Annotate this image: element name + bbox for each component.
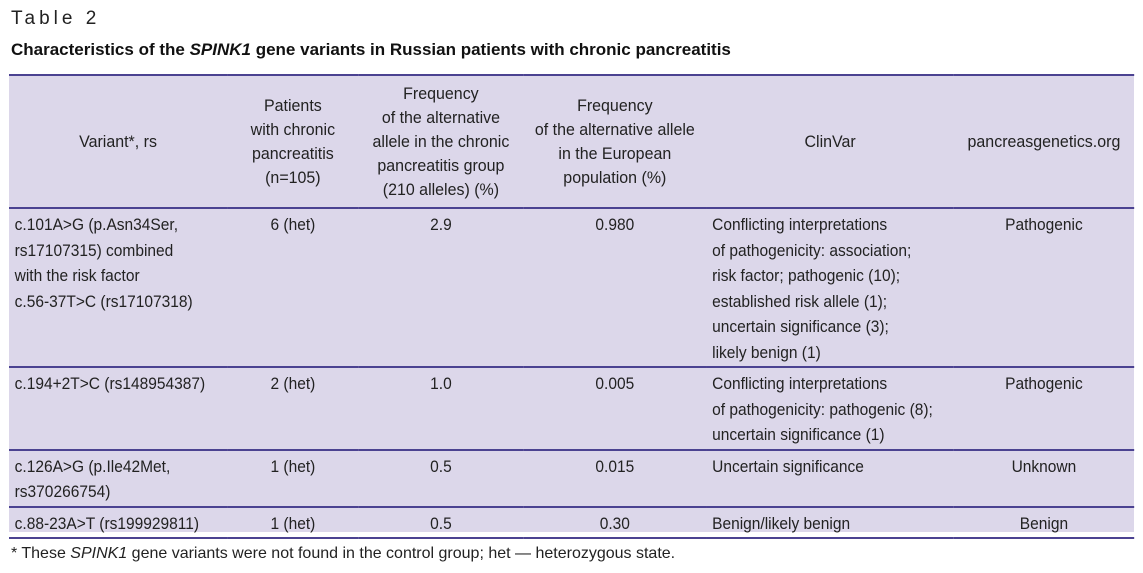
table-row <box>9 208 1134 367</box>
table-title <box>11 40 731 60</box>
header-freq-european <box>523 75 706 208</box>
header-line: (210 alleles) (%) <box>382 179 500 199</box>
table-label: Table 2 <box>11 8 101 29</box>
cell-line: c.101A>G (p.Asn34Ser, <box>14 216 179 234</box>
footnote-gene: SPINK1 <box>70 545 128 562</box>
cell-line: c.88-23A>T (rs199929811) <box>14 514 200 533</box>
header-pancreasgenetics <box>954 75 1134 208</box>
cell-line: rs370266754) <box>14 483 111 501</box>
header-variant <box>9 75 227 208</box>
footnote-prefix: * These <box>11 545 71 562</box>
cell-line: c.194+2T>C (rs148954387) <box>14 375 206 393</box>
cell-line: uncertain significance (3); <box>712 318 889 336</box>
cell-patients: 1 (het) <box>227 450 359 507</box>
cell-variant <box>9 507 227 539</box>
header-line: with chronic <box>250 119 336 139</box>
header-line: allele in the chronic <box>372 131 510 151</box>
table-header-row <box>9 75 1134 208</box>
header-line: of the alternative allele <box>534 119 695 139</box>
cell-freq-european: 0.015 <box>523 450 706 507</box>
header-line: Frequency <box>577 95 653 115</box>
cell-variant <box>9 450 227 507</box>
table-body <box>9 208 1134 538</box>
table-row <box>9 507 1134 539</box>
cell-variant <box>9 208 227 367</box>
cell-line: likely benign (1) <box>712 343 821 362</box>
cell-line: c.126A>G (p.Ile42Met, <box>14 457 171 476</box>
cell-pancreasgenetics: Unknown <box>954 450 1134 507</box>
cell-variant <box>9 367 227 450</box>
cell-pancreasgenetics: Pathogenic <box>954 208 1134 367</box>
cell-line: Conflicting interpretations <box>712 375 888 393</box>
cell-pancreasgenetics: Pathogenic <box>954 367 1134 450</box>
table-row <box>9 450 1134 507</box>
cell-line: rs17107315) combined <box>14 241 174 260</box>
cell-pancreasgenetics: Benign <box>954 507 1134 539</box>
header-line: in the European <box>558 143 672 163</box>
cell-clinvar <box>706 208 953 367</box>
title-gene: SPINK1 <box>189 40 251 59</box>
cell-patients: 6 (het) <box>227 208 359 367</box>
variants-table-container <box>9 74 1134 532</box>
header-line: Patients <box>264 95 322 115</box>
header-line: ClinVar <box>804 131 856 151</box>
cell-freq-european: 0.005 <box>523 367 706 450</box>
footnote-suffix: gene variants were not found in the control group; het — heterozygous state. <box>127 545 676 562</box>
header-clinvar <box>706 75 953 208</box>
cell-patients: 1 (het) <box>227 507 359 539</box>
cell-freq-group: 0.5 <box>359 507 524 539</box>
cell-line: of pathogenicity: association; <box>712 241 912 260</box>
header-line: population (%) <box>563 167 667 187</box>
cell-freq-group: 1.0 <box>359 367 524 450</box>
cell-freq-group: 0.5 <box>359 450 524 507</box>
cell-freq-european: 0.30 <box>523 507 706 539</box>
cell-clinvar <box>706 450 953 507</box>
cell-line: Uncertain significance <box>712 457 864 476</box>
header-line: pancreatitis <box>252 143 334 163</box>
cell-line: of pathogenicity: pathogenic (8); <box>712 400 933 419</box>
cell-patients: 2 (het) <box>227 367 359 450</box>
cell-freq-european: 0.980 <box>523 208 706 367</box>
variants-table <box>9 74 1134 539</box>
title-suffix: gene variants in Russian patients with chronic pancreatitis <box>250 40 731 59</box>
header-line: (n=105) <box>265 167 321 187</box>
header-freq-group <box>359 75 524 208</box>
table-row <box>9 367 1134 450</box>
cell-line: uncertain significance (1) <box>712 426 885 444</box>
header-patients <box>227 75 359 208</box>
cell-clinvar <box>706 367 953 450</box>
table-footnote <box>11 545 675 563</box>
header-line: Variant*, rs <box>79 131 157 151</box>
header-line: Frequency <box>403 83 479 103</box>
title-prefix: Characteristics of the <box>11 40 190 59</box>
cell-line: c.56-37T>C (rs17107318) <box>14 292 193 311</box>
cell-clinvar <box>706 507 953 539</box>
cell-freq-group: 2.9 <box>359 208 524 367</box>
header-line: pancreasgenetics.org <box>967 131 1121 151</box>
cell-line: risk factor; pathogenic (10); <box>712 267 901 285</box>
header-line: pancreatitis group <box>377 155 505 175</box>
cell-line: Conflicting interpretations <box>712 216 888 234</box>
cell-line: with the risk factor <box>14 267 140 285</box>
header-line: of the alternative <box>381 107 501 127</box>
cell-line: Benign/likely benign <box>712 514 851 533</box>
cell-line: established risk allele (1); <box>712 292 888 311</box>
